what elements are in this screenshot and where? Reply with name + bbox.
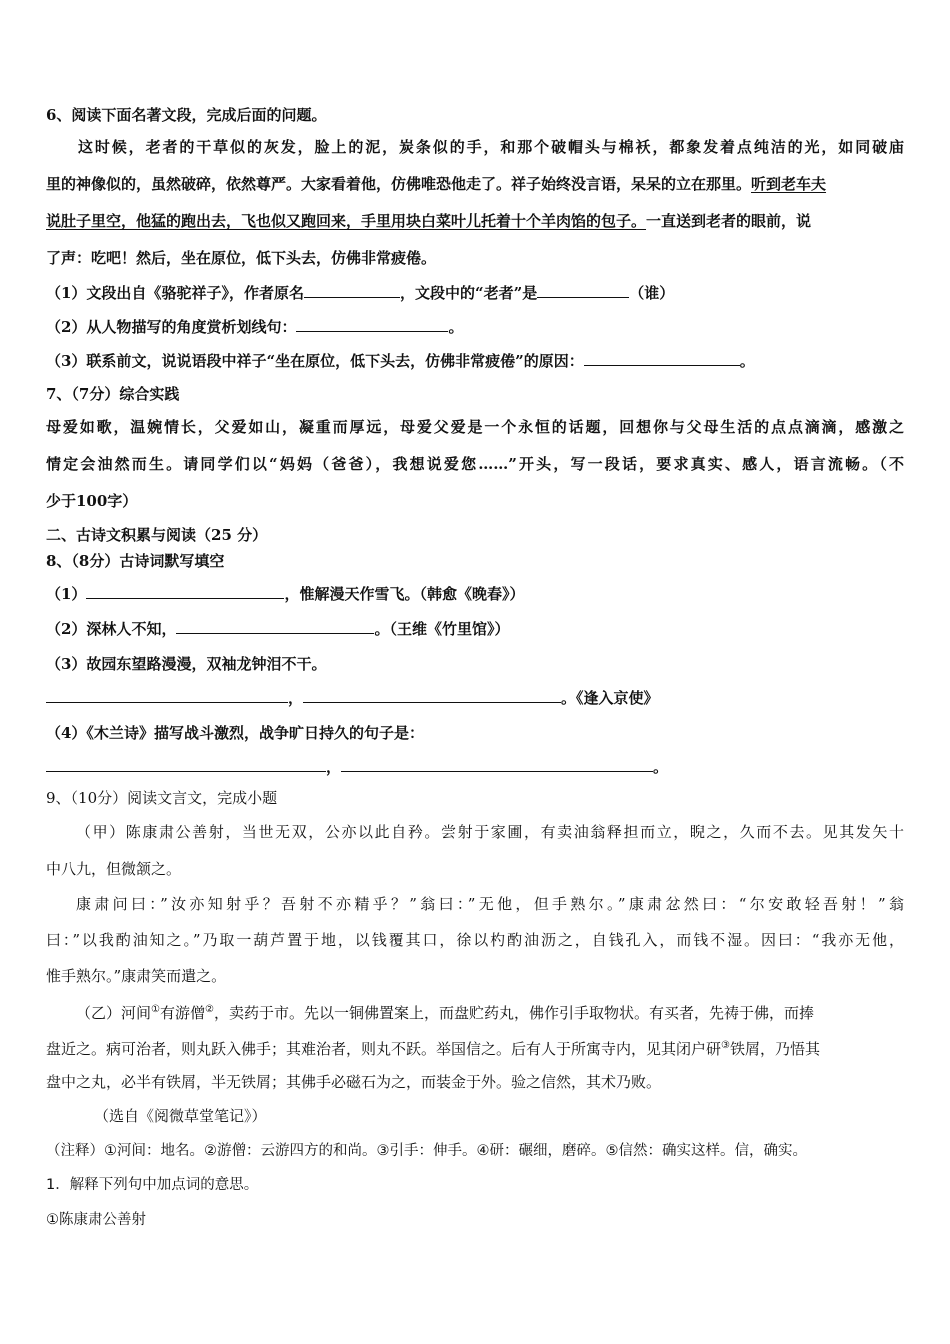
q8-sub4-prompt: （4）《木兰诗》描写战斗激烈，战争旷日持久的句子是： [46,724,424,742]
q6-author-name-blank[interactable] [304,283,400,298]
q6-sub3 [46,351,755,371]
q8-sub3-blank-2[interactable] [303,688,561,703]
q7-title: 7、（7分）综合实践 [46,385,180,403]
q9-yi-text-1a: （乙）河间 [76,1004,152,1022]
q9-note-mark-2: ② [205,1004,214,1015]
q6-sub2 [46,317,463,337]
q9-jia-line-3 [76,894,904,914]
q6-passage-text-1: 这时候，老者的干草似的灰发，脸上的泥，炭条似的手，和那个破帽头与棉袄，都象发着点纯洁的光，如同破庙 [78,138,904,156]
q7-prompt-line-3: 少于100字） [46,492,138,510]
q9-yi-text-1c: ，卖药于市。先以一铜佛置案上，而盘贮药丸，佛作引手取物状。有买者，先祷于佛，而捧 [213,1004,814,1022]
q9-jia-line-4 [46,930,904,950]
q6-sub2-text-a: （2）从人物描写的角度赏析划线句： [46,318,297,336]
q6-passage-line-2 [46,174,904,194]
q8-sub1 [46,584,524,604]
q6-sub3-text-a: （3）联系前文，说说语段中祥子“坐在原位，低下头去，仿佛非常疲倦”的原因： [46,352,584,370]
q8-sub4-sep: ， [326,758,342,776]
section-2-heading: 二、古诗文积累与阅读（25 分） [46,526,268,544]
q8-sub2-text-b: 。（王维《竹里馆》） [374,620,510,638]
q8-sub3-prompt: （3）故园东望路漫漫，双袖龙钟泪不干。 [46,655,327,673]
q9-yi-line-1 [76,1000,904,1023]
q6-passage-line-4: 了声：吃吧！然后，坐在原位，低下头去，仿佛非常疲倦。 [46,249,437,267]
q6-reason-blank[interactable] [584,351,740,366]
q6-underlined-sentence-end: 说肚子里空，他猛的跑出去，飞也似又跑回来，手里用块白菜叶儿托着十个羊肉馅的包子。 [46,212,647,230]
q6-sub1 [46,283,674,303]
q7-prompt-text-2: 情定会油然而生。请同学们以“妈妈（爸爸），我想说爱您……”开头，写一段话，要求真实、感人，语言流畅。（不 [46,455,904,473]
q9-source: （选自《阅微草堂笔记》） [94,1107,267,1125]
q6-sub1-text-a: （1）文段出自《骆驼祥子》，作者原名 [46,284,304,302]
q9-yi-text-2a: 盘近之。病可治者，则丸跃入佛手；其难治者，则丸不跃。举国信之。后有人于所寓寺内，见其闭户研 [46,1040,722,1058]
q6-passage-line-1 [78,137,904,157]
q9-jia-line-1 [76,822,904,842]
q6-passage-text-2a: 里的神像似的，虽然破碎，依然尊严。大家看着他，仿佛唯恐他走了。祥子始终没言语，呆呆的立在那里。 [46,175,752,193]
q9-yi-text-1b: 有游僧 [159,1004,205,1022]
q9-jia-line-5: 惟手熟尔。”康肃笑而遣之。 [46,967,227,985]
q8-sub1-text-a: （1） [46,585,87,603]
q9-item-1: ①陈康肃公善射 [46,1212,146,1228]
q8-sub1-blank[interactable] [86,584,284,599]
q8-sub2-blank[interactable] [176,619,374,634]
q6-sub1-text-c: （谁） [629,284,675,302]
q9-task-1: 1．解释下列句中加点词的意思。 [46,1177,259,1193]
q6-title: 6、阅读下面名著文段，完成后面的问题。 [46,106,327,124]
q9-notes: （注释）①河间：地名。②游僧：云游四方的和尚。③引手：伸手。④研：碾细，磨碎。⑤信然：确实这样。信，确实。 [46,1143,807,1159]
q8-title: 8、（8分）古诗词默写填空 [46,552,225,570]
q6-underlined-sentence-start: 听到老车夫 [751,175,827,193]
q7-prompt-line-2 [46,454,904,474]
q7-prompt-text-1: 母爱如歌，温婉情长，父爱如山，凝重而厚远，母爱父爱是一个永恒的话题，回想你与父母生活的点点滴滴，感激之 [46,418,904,436]
q8-sub4-end: 。 [653,758,669,776]
q6-passage-text-3b: 一直送到老者的眼前，说 [646,212,812,230]
q8-sub2 [46,619,509,639]
q9-title: 9、（10分）阅读文言文，完成小题 [46,789,278,807]
q8-sub1-text-b: ，惟解漫天作雪飞。（韩愈《晚春》） [284,585,525,603]
q9-yi-line-3: 盘中之丸，必半有铁屑，半无铁屑；其佛手必磁石为之，而装金于外。验之信然，其术乃败。 [46,1073,662,1091]
q8-sub3-source: 。《逢入京使》 [561,689,659,707]
q8-sub3-sep: ， [288,689,304,707]
q6-sub1-text-b: ，文段中的“老者”是 [399,284,538,302]
q6-sub2-text-b: 。 [448,318,464,336]
q9-jia-text-4: 曰：”以我酌油知之。”乃取一葫芦置于地，以钱覆其口，徐以杓酌油沥之，自钱孔入，而钱不湿。因曰：“我亦无他， [46,931,904,949]
q9-jia-text-1: （甲）陈康肃公善射，当世无双，公亦以此自矜。尝射于家圃，有卖油翁释担而立，睨之，久而不去。见其发矢十 [76,823,904,841]
q6-old-man-blank[interactable] [537,283,629,298]
q8-sub4-blank-2[interactable] [341,757,653,772]
q9-note-mark-1: ① [151,1004,160,1015]
q9-jia-line-2: 中八九，但微颔之。 [46,860,182,878]
q8-sub3-answer [46,688,659,708]
q6-passage-line-3 [46,211,811,231]
q8-sub4-blank-1[interactable] [46,757,326,772]
q9-yi-line-2 [46,1036,904,1059]
q7-prompt-line-1 [46,417,904,437]
q9-note-mark-3: ③ [721,1040,730,1051]
q8-sub2-text-a: （2）深林人不知， [46,620,177,638]
q6-appreciation-blank[interactable] [296,317,448,332]
q9-jia-text-3: 康肃问曰：”汝亦知射乎？吾射不亦精乎？”翁曰：”无他，但手熟尔。”康肃忿然曰：“尔安敢轻吾射！”翁 [76,895,904,913]
q9-yi-text-2b: 铁屑，乃悟其 [729,1040,820,1058]
q6-sub3-text-b: 。 [739,352,755,370]
q8-sub4-answer [46,757,668,777]
q8-sub3-blank-1[interactable] [46,688,288,703]
